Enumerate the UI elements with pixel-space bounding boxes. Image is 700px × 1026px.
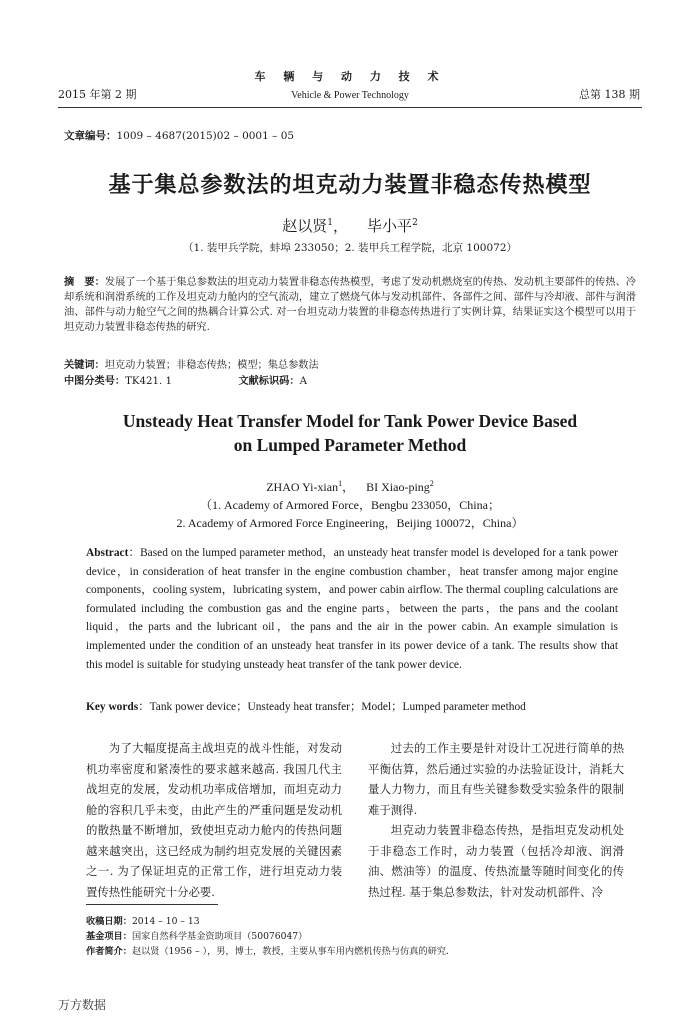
keywords-cn-label: 关键词： [64, 360, 105, 371]
author-1-en-affil-mark: 1 [338, 479, 343, 488]
clc-label: 中图分类号： [64, 376, 126, 387]
footnote-rule [86, 904, 218, 905]
abstract-en-colon: ： [128, 547, 141, 559]
affiliation-en [0, 496, 700, 532]
journal-name-en: Vehicle & Power Technology [291, 90, 409, 101]
abstract-en [86, 544, 618, 674]
total-issue-number: 总第 138 期 [579, 88, 640, 101]
paper-title-cn: 基于集总参数法的坦克动力装置非稳态传热模型 [108, 173, 592, 198]
author-2-affil-mark: 2 [412, 218, 418, 228]
journal-name-cn: 车 辆 与 动 力 技 术 [254, 70, 446, 83]
author-2-en-affil-mark: 2 [429, 479, 434, 488]
source-watermark: 万方数据 [58, 998, 107, 1012]
clc-value: TK421. 1 [125, 376, 172, 387]
fund-project: 基金项目：国家自然科学基金资助项目（50076047） [86, 931, 308, 942]
article-number [64, 128, 294, 143]
paper-title-en-line2: on Lumped Parameter Method [233, 435, 467, 455]
keywords-en-label: Key words [86, 701, 139, 713]
abstract-cn [64, 275, 636, 335]
abstract-en-label: Abstract [86, 547, 129, 559]
affiliation-cn: （1. 装甲兵学院，蚌埠 233050；2. 装甲兵工程学院，北京 100072） [182, 242, 518, 254]
abstract-cn-label: 摘 要： [64, 277, 105, 288]
keywords-cn [64, 358, 636, 374]
header-rule [58, 107, 642, 108]
author-separator: ， [332, 217, 348, 235]
issue-number: 2015 年第 2 期 [58, 88, 137, 101]
author-1-affil-mark: 1 [327, 218, 333, 228]
author-2-en: BI Xiao-ping [366, 480, 430, 494]
author-1-cn: 赵以贤 [282, 217, 328, 235]
received-date: 收稿日期：2014 – 10 – 13 [86, 916, 200, 927]
footnotes [86, 914, 449, 959]
body-column-right [368, 738, 624, 902]
body-paragraph: 为了大幅度提高主战坦克的战斗性能，对发动机功率密度和紧凑性的要求越来越高. 我国几代主战坦克的发展，发动机功率成倍增加，而坦克动力舱的容积几乎未变，由此产生的严重问题是发动机的散热量不断增加，致使坦克动力舱内的传热问题越来越突出，这已经成为制约坦克发展的关键因素之一. 为了保证坦克的正常工作，进行坦克动力装置传热性能研究十分必要. [86, 741, 342, 899]
article-number-label: 文章编号： [64, 130, 117, 142]
author-bio: 作者简介：赵以贤（1956 – ），男，博士，教授，主要从事车用内燃机传热与仿真的研究. [86, 946, 449, 957]
classification-line [64, 374, 636, 390]
paper-title-en [0, 409, 700, 457]
body-column-left [86, 738, 342, 902]
author-en-separator: ， [342, 480, 355, 494]
article-number-value: 1009 – 4687(2015)02 – 0001 – 05 [116, 130, 295, 142]
doc-code-value: A [299, 376, 307, 387]
author-2-cn: 毕小平 [367, 217, 413, 235]
abstract-en-text: Based on the lumped parameter method，an unsteady heat transfer model is developed for a tank power device，in consideration of heat transfer in the engine combustion chamber，heat transfer among major engine components，cooling system，lubricating system，and power cabin airflow. The thermal coupling calculations are formulated including the combustion gas and the engine parts，between the parts，the pans and the coolant liquid，the parts and the lubricant oil，the pans and the air in the power cabin. An example simulation is implemented under the condition of an unsteady heat transfer in its power device of a tank. The results show that this model is suitable for studying unsteady heat transfer of the tank power device. [86, 547, 618, 671]
affiliation-en-line2: 2. Academy of Armored Force Engineering，Beijing 100072，China） [176, 516, 524, 530]
abstract-cn-text: 发展了一个基于集总参数法的坦克动力装置非稳态传热模型，考虑了发动机燃烧室的传热、发动机主要部件的传热、冷却系统和润滑系统的工作及坦克动力舱内的空气流动，建立了燃烧气体与发动机部件、各部件之间、部件与冷却液、部件与润滑油、部件与动力舱空气之间的热耦合计算公式. 对一台坦克动力装置的非稳态传热进行了实例计算，结果证实这个模型可以用于坦克动力装置非稳态传热的研究. [64, 277, 636, 333]
keywords-en [86, 698, 618, 714]
keywords-en-colon: ： [138, 701, 150, 713]
paper-title-en-line1: Unsteady Heat Transfer Model for Tank Power Device Based [122, 411, 578, 431]
body-paragraph: 过去的工作主要是针对设计工况进行简单的热平衡估算，然后通过实验的办法验证设计，消耗大量人力物力，而且有些关键参数受实验条件的限制难于测得. [368, 741, 624, 817]
keywords-en-text: Tank power device；Unsteady heat transfer；Model；Lumped parameter method [149, 701, 526, 713]
affiliation-en-line1: （1. Academy of Armored Force，Bengbu 233050，China； [200, 498, 500, 512]
author-1-en: ZHAO Yi-xian [266, 480, 339, 494]
authors-cn [0, 215, 700, 236]
doc-code-label: 文献标识码： [238, 376, 300, 387]
authors-en [0, 478, 700, 495]
keywords-cn-text: 坦克动力装置；非稳态传热；模型；集总参数法 [104, 360, 319, 371]
body-paragraph: 坦克动力装置非稳态传热，是指坦克发动机处于非稳态工作时，动力装置（包括冷却液、润滑油、燃油等）的温度、传热流量等随时间变化的传热过程. 基于集总参数法，针对发动机部件、冷 [368, 823, 624, 899]
